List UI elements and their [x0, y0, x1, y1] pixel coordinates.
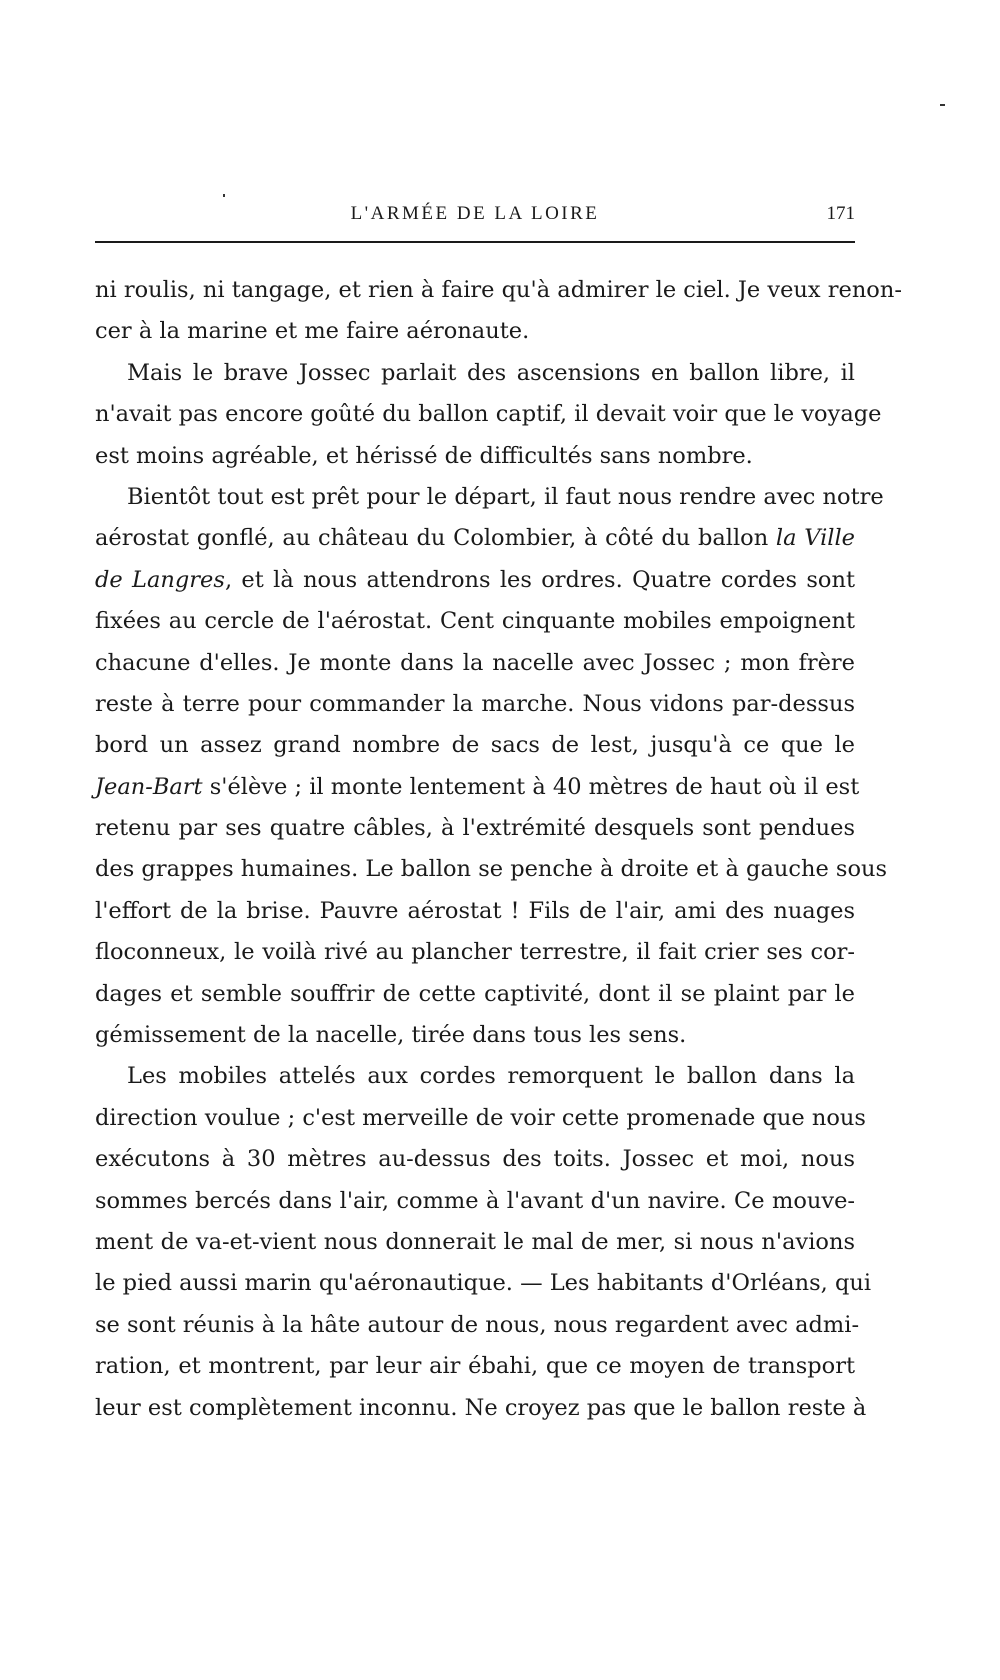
text-line: leur est complètement inconnu. Ne croyez pas que le ballon reste à — [95, 1394, 867, 1421]
text-line: ration, et montrent, par leur air ébahi, que ce moyen de transport — [95, 1353, 855, 1380]
text-line: le pied aussi marin qu'aéronautique. — Les habitants d'Orléans, qui — [95, 1270, 872, 1297]
text-line: Les mobiles attelés aux cordes remorquent le ballon dans la — [127, 1063, 855, 1090]
text-line: reste à terre pour commander la marche. Nous vidons par-dessus — [95, 690, 855, 717]
text-line: gémissement de la nacelle, tirée dans tous les sens. — [95, 1022, 687, 1049]
text-line: ni roulis, ni tangage, et rien à faire qu'à admirer le ciel. Je veux renon- — [95, 277, 902, 303]
text-line — [95, 560, 855, 601]
stray-ink-dot — [223, 194, 225, 197]
text-line: l'effort de la brise. Pauvre aérostat ! Fils de l'air, ami des nuages — [95, 897, 855, 924]
text-line: ment de va-et-vient nous donnerait le mal de mer, si nous n'avions — [95, 1228, 855, 1255]
text-line: retenu par ses quatre câbles, à l'extrémité desquels sont pendues — [95, 815, 855, 842]
body-text — [95, 270, 902, 1429]
text-line: floconneux, le voilà rivé au plancher terrestre, il fait crier ses cor- — [95, 939, 855, 966]
text-line: chacune d'elles. Je monte dans la nacelle avec Jossec ; mon frère — [95, 649, 855, 676]
italic-fragment: Jean-Bart — [95, 773, 203, 800]
text-line — [95, 767, 860, 808]
text-line: Mais le brave Jossec parlait des ascensions en ballon libre, il — [127, 359, 855, 386]
page-header — [95, 203, 855, 233]
text-line: fixées au cercle de l'aérostat. Cent cinquante mobiles empoignent — [95, 608, 855, 635]
text-line: des grappes humaines. Le ballon se penche à droite et à gauche sous — [95, 856, 888, 883]
text-line: se sont réunis à la hâte autour de nous, nous regardent avec admi- — [95, 1311, 860, 1338]
text-line: dages et semble souffrir de cette captivité, dont il se plaint par le — [95, 980, 855, 1007]
running-title: L'ARMÉE DE LA LOIRE — [350, 203, 600, 224]
italic-fragment: de Langres — [95, 566, 225, 593]
text-fragment: aérostat gonflé, au château du Colombier, à côté du ballon — [95, 525, 776, 552]
text-line: direction voulue ; c'est merveille de voir cette promenade que nous — [95, 1104, 866, 1131]
text-line: bord un assez grand nombre de sacs de lest, jusqu'à ce que le — [95, 732, 855, 759]
text-line: exécutons à 30 mètres au-dessus des toits. Jossec et moi, nous — [95, 1146, 855, 1173]
text-line — [95, 518, 855, 559]
text-line: Bientôt tout est prêt pour le départ, il faut nous rendre avec notre — [127, 483, 884, 510]
header-rule — [95, 241, 855, 243]
text-line: n'avait pas encore goûté du ballon captif, il devait voir que le voyage — [95, 401, 882, 428]
text-line: cer à la marine et me faire aéronaute. — [95, 318, 530, 345]
text-fragment: , et là nous attendrons les ordres. Quatre cordes sont — [224, 566, 855, 593]
stray-ink-mark — [940, 104, 945, 106]
text-fragment: s'élève ; il monte lentement à 40 mètres de haut où il est — [202, 773, 860, 800]
italic-fragment: la Ville — [775, 525, 855, 552]
page-number: 171 — [826, 203, 855, 224]
text-line: est moins agréable, et hérissé de difficultés sans nombre. — [95, 442, 753, 469]
text-line: sommes bercés dans l'air, comme à l'avant d'un navire. Ce mouve- — [95, 1187, 855, 1214]
